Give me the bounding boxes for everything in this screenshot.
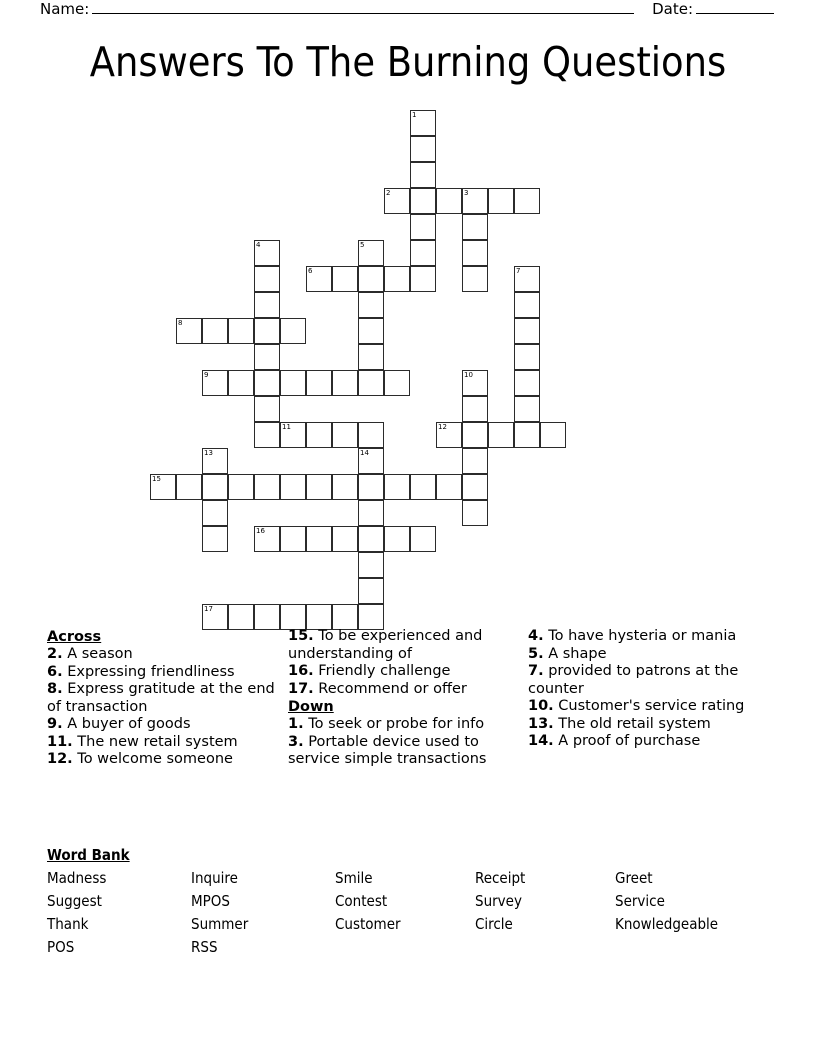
word-bank-word[interactable]: Smile xyxy=(335,869,373,887)
crossword-cell[interactable] xyxy=(228,604,254,630)
word-bank-word[interactable]: Summer xyxy=(191,915,249,933)
crossword-cell-number: 17 xyxy=(204,605,213,613)
clues-column-3 xyxy=(528,628,760,751)
crossword-cell[interactable] xyxy=(332,266,358,292)
word-bank-word[interactable]: Suggest xyxy=(47,892,102,910)
crossword-cell[interactable] xyxy=(410,240,436,266)
crossword-cell[interactable] xyxy=(306,526,332,552)
crossword-cell[interactable] xyxy=(254,526,280,552)
down-heading: Down xyxy=(288,699,334,715)
clue-across-16 xyxy=(288,663,520,681)
crossword-cell[interactable] xyxy=(358,474,384,500)
crossword-cell[interactable] xyxy=(358,526,384,552)
crossword-cell[interactable] xyxy=(358,552,384,578)
crossword-cell[interactable] xyxy=(462,370,488,396)
crossword-cell[interactable] xyxy=(306,422,332,448)
crossword-cell[interactable] xyxy=(254,292,280,318)
crossword-cell[interactable] xyxy=(280,474,306,500)
crossword-cell[interactable] xyxy=(462,266,488,292)
crossword-cell[interactable] xyxy=(436,474,462,500)
clue-across-11 xyxy=(47,734,279,752)
crossword-cell-number: 8 xyxy=(178,319,183,327)
word-bank-empty xyxy=(615,936,777,959)
clue-text: provided to patrons at the counter xyxy=(528,663,739,697)
crossword-cell[interactable] xyxy=(410,188,436,214)
clue-number: 2. xyxy=(47,646,63,662)
crossword-cell[interactable] xyxy=(358,578,384,604)
crossword-cell[interactable] xyxy=(514,344,540,370)
crossword-cell-number: 4 xyxy=(256,241,261,249)
crossword-cell[interactable] xyxy=(280,422,306,448)
word-bank-word[interactable]: Contest xyxy=(335,892,388,910)
clue-text: Friendly challenge xyxy=(313,663,451,679)
clue-down-7 xyxy=(528,663,760,698)
clue-across-17 xyxy=(288,681,520,699)
crossword-cell[interactable] xyxy=(228,370,254,396)
crossword-cell[interactable] xyxy=(462,396,488,422)
word-bank-heading: Word Bank xyxy=(47,846,130,864)
clue-down-4 xyxy=(528,628,760,646)
crossword-cell-number: 7 xyxy=(516,267,521,275)
clue-down-14 xyxy=(528,733,760,751)
word-bank-empty xyxy=(335,936,475,959)
word-bank-word[interactable]: Customer xyxy=(335,915,401,933)
crossword-cell[interactable] xyxy=(228,318,254,344)
word-bank-word[interactable]: Survey xyxy=(475,892,522,910)
crossword-cell[interactable] xyxy=(202,318,228,344)
clue-number: 8. xyxy=(47,681,63,697)
crossword-cell[interactable] xyxy=(254,370,280,396)
clue-text: To seek or probe for info xyxy=(303,716,485,732)
crossword-cell[interactable] xyxy=(176,318,202,344)
clue-number: 12. xyxy=(47,751,73,767)
crossword-cell[interactable] xyxy=(462,422,488,448)
crossword-cell[interactable] xyxy=(280,604,306,630)
crossword-cell[interactable] xyxy=(410,474,436,500)
clue-across-12 xyxy=(47,751,279,769)
crossword-cell[interactable] xyxy=(410,526,436,552)
crossword-cell[interactable] xyxy=(306,474,332,500)
clue-down-3 xyxy=(288,734,520,769)
crossword-cell[interactable] xyxy=(514,370,540,396)
clue-across-15 xyxy=(288,628,520,663)
word-bank-empty xyxy=(475,936,615,959)
crossword-cell[interactable] xyxy=(514,318,540,344)
clues-column-2 xyxy=(288,628,520,769)
crossword-cell[interactable] xyxy=(202,448,228,474)
clue-down-1 xyxy=(288,716,520,734)
crossword-cell[interactable] xyxy=(358,422,384,448)
clue-text: The old retail system xyxy=(553,715,711,732)
crossword-cell[interactable] xyxy=(202,474,228,500)
crossword-cell-number: 15 xyxy=(152,475,161,483)
crossword-cell[interactable] xyxy=(254,240,280,266)
crossword-cell-number: 3 xyxy=(464,189,469,197)
crossword-cell[interactable] xyxy=(254,396,280,422)
clue-number: 16. xyxy=(288,663,314,679)
crossword-cell[interactable] xyxy=(332,526,358,552)
crossword-cell[interactable] xyxy=(462,214,488,240)
date-label: Date: xyxy=(652,0,693,18)
crossword-cell[interactable] xyxy=(410,266,436,292)
crossword-cell[interactable] xyxy=(488,188,514,214)
clue-text: To have hysteria or mania xyxy=(543,628,737,644)
clue-number: 5. xyxy=(528,645,544,662)
clue-text: Portable device used to service simple transactions xyxy=(288,733,487,767)
crossword-cell-number: 16 xyxy=(256,527,265,535)
crossword-cell[interactable] xyxy=(514,266,540,292)
crossword-cell[interactable] xyxy=(280,526,306,552)
crossword-cell[interactable] xyxy=(306,266,332,292)
clue-number: 7. xyxy=(528,663,544,679)
clue-text: To welcome someone xyxy=(72,751,233,767)
crossword-cell[interactable] xyxy=(254,318,280,344)
clue-number: 6. xyxy=(47,663,63,680)
crossword-cell[interactable] xyxy=(254,604,280,630)
clue-number: 15. xyxy=(288,628,314,644)
crossword-cell[interactable] xyxy=(280,370,306,396)
crossword-cell[interactable] xyxy=(358,240,384,266)
clue-text: Customer's service rating xyxy=(553,698,745,714)
clue-number: 3. xyxy=(288,733,304,750)
crossword-cell[interactable] xyxy=(436,188,462,214)
crossword-cell[interactable] xyxy=(358,292,384,318)
clue-text: A buyer of goods xyxy=(62,716,191,732)
clue-across-9 xyxy=(47,716,279,734)
crossword-cell[interactable] xyxy=(332,474,358,500)
crossword-cell[interactable] xyxy=(410,110,436,136)
crossword-cell[interactable] xyxy=(384,266,410,292)
clue-number: 11. xyxy=(47,733,73,750)
clue-text: Recommend or offer xyxy=(313,680,467,697)
crossword-cell[interactable] xyxy=(462,448,488,474)
crossword-cell-number: 11 xyxy=(282,423,291,431)
clue-down-5 xyxy=(528,646,760,664)
crossword-cell[interactable] xyxy=(462,474,488,500)
crossword-cell[interactable] xyxy=(228,474,254,500)
clue-text: The new retail system xyxy=(72,733,238,750)
word-bank-word[interactable]: Service xyxy=(615,892,665,910)
crossword-cell[interactable] xyxy=(436,422,462,448)
clue-number: 13. xyxy=(528,715,554,732)
crossword-cell[interactable] xyxy=(384,370,410,396)
crossword-cell-number: 2 xyxy=(386,189,391,197)
crossword-cell[interactable] xyxy=(540,422,566,448)
crossword-cell[interactable] xyxy=(384,474,410,500)
crossword-cell-number: 6 xyxy=(308,267,313,275)
crossword-cell[interactable] xyxy=(514,292,540,318)
clue-down-13 xyxy=(528,716,760,734)
crossword-cell[interactable] xyxy=(254,266,280,292)
crossword-cell[interactable] xyxy=(514,396,540,422)
crossword-cell-number: 1 xyxy=(412,111,417,119)
crossword-cell[interactable] xyxy=(332,422,358,448)
crossword-cell[interactable] xyxy=(358,318,384,344)
word-bank-word[interactable]: Knowledgeable xyxy=(615,915,719,933)
crossword-cell[interactable] xyxy=(176,474,202,500)
across-heading: Across xyxy=(47,629,102,645)
clue-text: Expressing friendliness xyxy=(62,663,235,680)
crossword-cell[interactable] xyxy=(488,422,514,448)
clue-down-10 xyxy=(528,698,760,716)
word-bank-word[interactable]: MPOS xyxy=(191,892,230,910)
clues-section xyxy=(40,628,780,828)
clue-text: Express gratitude at the end of transaction xyxy=(47,681,275,715)
word-bank-word[interactable]: RSS xyxy=(191,938,218,956)
clue-text: A shape xyxy=(543,645,607,662)
clues-column-1 xyxy=(47,628,279,769)
name-label: Name: xyxy=(40,0,90,18)
crossword-cell[interactable] xyxy=(410,162,436,188)
word-bank-word[interactable]: Receipt xyxy=(475,869,526,887)
clue-number: 14. xyxy=(528,733,554,749)
word-bank-word[interactable]: Greet xyxy=(615,869,653,887)
crossword-cell-number: 12 xyxy=(438,423,447,431)
crossword-cell[interactable] xyxy=(384,188,410,214)
crossword-cell[interactable] xyxy=(306,370,332,396)
crossword-cell[interactable] xyxy=(332,604,358,630)
clue-across-2 xyxy=(47,646,279,664)
crossword-cell[interactable] xyxy=(462,188,488,214)
crossword-cell[interactable] xyxy=(358,500,384,526)
crossword-cell-number: 10 xyxy=(464,371,473,379)
crossword-cell[interactable] xyxy=(150,474,176,500)
crossword-cell[interactable] xyxy=(410,214,436,240)
page-title: Answers To The Burning Questions xyxy=(89,38,727,86)
crossword-cell[interactable] xyxy=(462,500,488,526)
clue-across-6 xyxy=(47,664,279,682)
crossword-cell[interactable] xyxy=(202,500,228,526)
clue-number: 1. xyxy=(288,716,304,732)
clue-number: 9. xyxy=(47,716,63,732)
crossword-cell[interactable] xyxy=(332,370,358,396)
crossword-cell[interactable] xyxy=(384,526,410,552)
crossword-cell[interactable] xyxy=(306,604,332,630)
crossword-cell[interactable] xyxy=(280,318,306,344)
clue-text: To be experienced and understanding of xyxy=(288,628,483,662)
crossword-cell[interactable] xyxy=(462,240,488,266)
crossword-cell[interactable] xyxy=(202,526,228,552)
word-bank-section xyxy=(47,845,777,959)
crossword-cell[interactable] xyxy=(358,604,384,630)
crossword-cell[interactable] xyxy=(202,604,228,630)
crossword-cell[interactable] xyxy=(202,370,228,396)
crossword-cell[interactable] xyxy=(254,474,280,500)
crossword-cell[interactable] xyxy=(254,344,280,370)
clue-text: A season xyxy=(62,646,133,662)
clue-number: 10. xyxy=(528,698,554,714)
word-bank-grid xyxy=(47,867,777,959)
crossword-cell[interactable] xyxy=(410,136,436,162)
crossword-cell-number: 5 xyxy=(360,241,365,249)
clue-number: 4. xyxy=(528,628,544,644)
crossword-cell[interactable] xyxy=(514,188,540,214)
word-bank-word[interactable]: POS xyxy=(47,938,75,956)
crossword-cell[interactable] xyxy=(358,344,384,370)
crossword-cell[interactable] xyxy=(358,448,384,474)
word-bank-word[interactable]: Inquire xyxy=(191,869,238,887)
clue-number: 17. xyxy=(288,680,314,697)
crossword-cell[interactable] xyxy=(514,422,540,448)
clue-text: A proof of purchase xyxy=(553,733,701,749)
crossword-cell-number: 13 xyxy=(204,449,213,457)
word-bank-word[interactable]: Circle xyxy=(475,915,513,933)
crossword-cell[interactable] xyxy=(254,422,280,448)
clue-across-8 xyxy=(47,681,279,716)
word-bank-word[interactable]: Madness xyxy=(47,869,107,887)
crossword-cell-number: 14 xyxy=(360,449,369,457)
crossword-cell-number: 9 xyxy=(204,371,209,379)
word-bank-word[interactable]: Thank xyxy=(47,915,89,933)
crossword-cell[interactable] xyxy=(358,266,384,292)
crossword-cell[interactable] xyxy=(358,370,384,396)
